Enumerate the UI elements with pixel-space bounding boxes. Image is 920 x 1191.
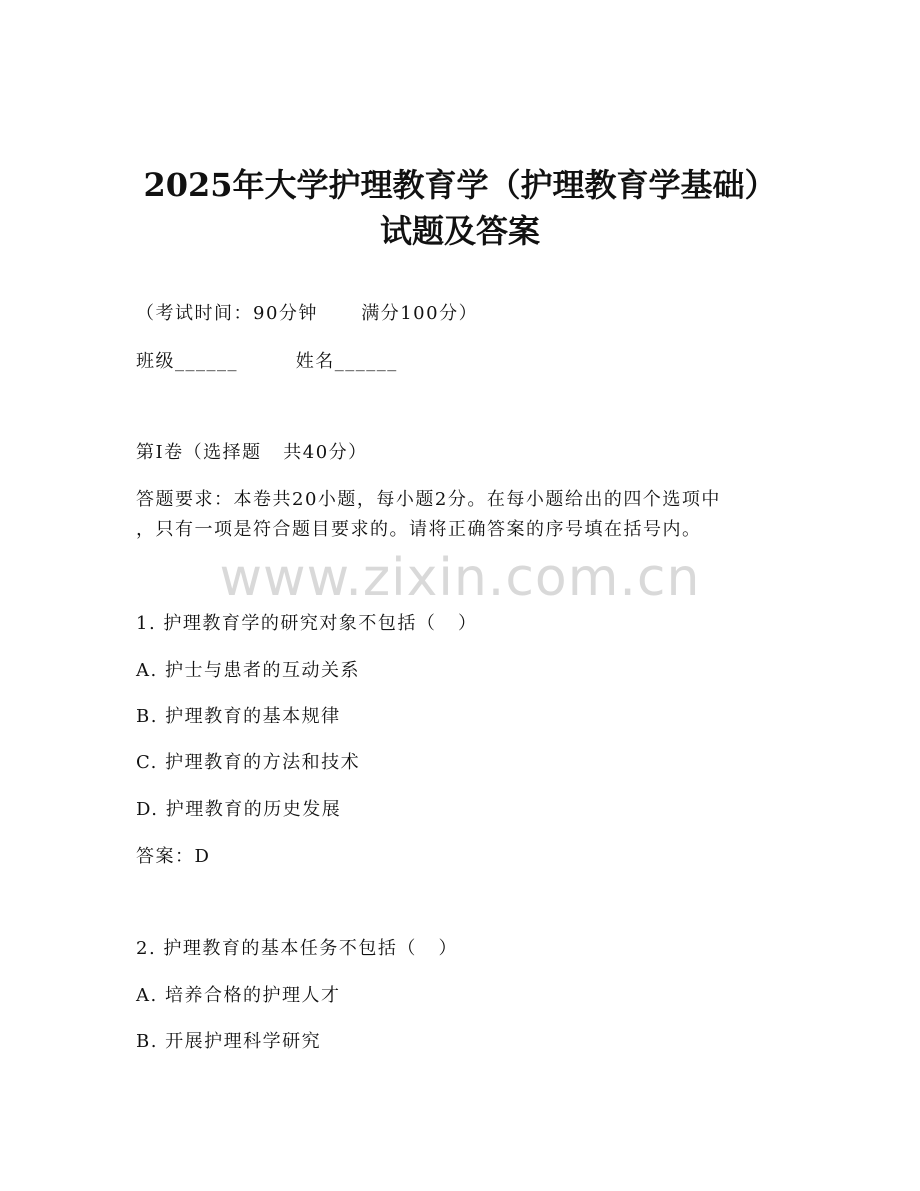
student-fields: 班级______ 姓名______: [136, 351, 398, 372]
question-option: C. 护理教育的方法和技术: [136, 752, 361, 773]
section-title: 第I卷（选择题 共40分）: [136, 442, 368, 463]
exam-info: （考试时间：90分钟 满分100分）: [136, 303, 479, 324]
question-stem: 1. 护理教育学的研究对象不包括（ ）: [136, 613, 478, 634]
watermark: www.zixin.com.cn: [219, 548, 701, 608]
document-title-line2: 试题及答案: [379, 212, 540, 250]
document-title-line1: 2025年大学护理教育学（护理教育学基础）: [143, 166, 777, 204]
instructions-line2: ，只有一项是符合题目要求的。请将正确答案的序号填在括号内。: [136, 519, 702, 540]
question-stem: 2. 护理教育的基本任务不包括（ ）: [136, 938, 459, 959]
question-answer: 答案：D: [136, 846, 211, 867]
question-option: B. 开展护理科学研究: [136, 1031, 322, 1052]
question-option: D. 护理教育的历史发展: [136, 799, 342, 820]
question-option: A. 护士与患者的互动关系: [136, 660, 360, 681]
question-option: B. 护理教育的基本规律: [136, 706, 341, 727]
question-option: A. 培养合格的护理人才: [136, 985, 341, 1006]
instructions-line1: 答题要求：本卷共20小题，每小题2分。在每小题给出的四个选项中: [136, 489, 721, 510]
